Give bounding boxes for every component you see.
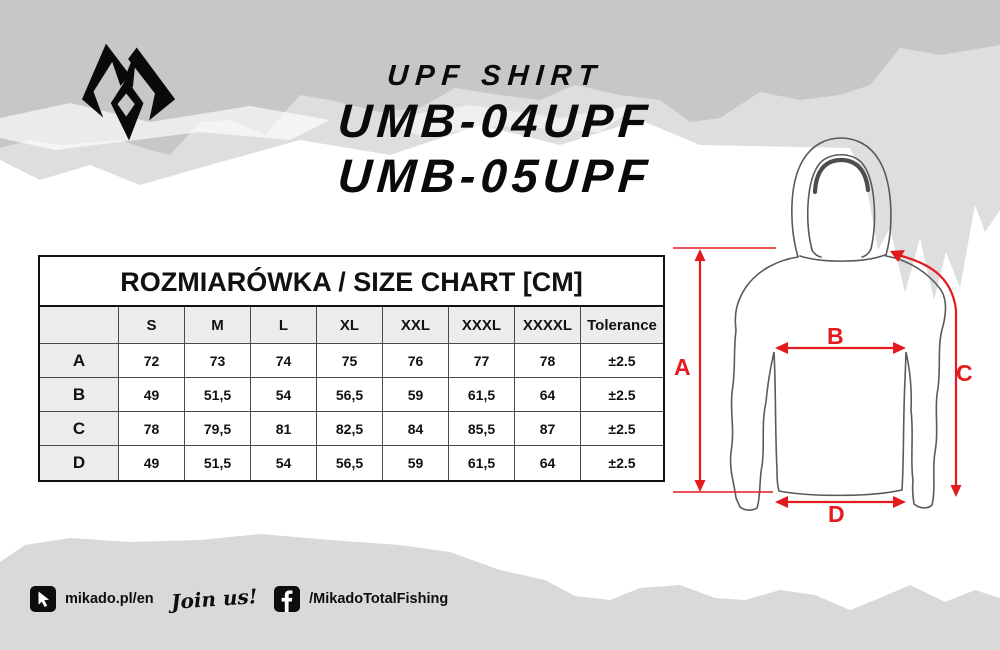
value-a-xxl: 76 xyxy=(383,344,449,378)
value-d-xxxxl: 64 xyxy=(515,446,581,480)
value-c-xxxxl: 87 xyxy=(515,412,581,446)
size-chart xyxy=(38,255,665,482)
value-c-s: 78 xyxy=(119,412,185,446)
value-c-xxl: 84 xyxy=(383,412,449,446)
column-header-m: M xyxy=(185,307,251,344)
row-label-c: C xyxy=(40,412,119,446)
value-a-l: 74 xyxy=(251,344,317,378)
value-c-xl: 82,5 xyxy=(317,412,383,446)
value-b-s: 49 xyxy=(119,378,185,412)
value-c-l: 81 xyxy=(251,412,317,446)
value-d-xxxl: 61,5 xyxy=(449,446,515,480)
column-header-empty xyxy=(40,307,119,344)
value-a-m: 73 xyxy=(185,344,251,378)
cursor-icon xyxy=(30,586,56,612)
value-d-xxl: 59 xyxy=(383,446,449,480)
mikado-logo xyxy=(82,42,178,146)
value-a-xl: 75 xyxy=(317,344,383,378)
row-label-b: B xyxy=(40,378,119,412)
column-header-s: S xyxy=(119,307,185,344)
row-label-d: D xyxy=(40,446,119,480)
value-b-xl: 56,5 xyxy=(317,378,383,412)
column-header-xxxxl: XXXXL xyxy=(515,307,581,344)
value-b-tolerance: ±2.5 xyxy=(581,378,663,412)
value-b-m: 51,5 xyxy=(185,378,251,412)
value-d-s: 49 xyxy=(119,446,185,480)
value-d-tolerance: ±2.5 xyxy=(581,446,663,480)
value-c-tolerance: ±2.5 xyxy=(581,412,663,446)
column-header-tolerance: Tolerance xyxy=(581,307,663,344)
facebook-icon xyxy=(274,586,300,612)
value-c-xxxl: 85,5 xyxy=(449,412,515,446)
value-d-l: 54 xyxy=(251,446,317,480)
measure-label-d: D xyxy=(828,501,845,527)
value-b-l: 54 xyxy=(251,378,317,412)
model-name-2: UMB-05UPF xyxy=(336,149,654,202)
size-chart-grid xyxy=(40,307,663,480)
header-titles xyxy=(215,60,775,203)
measure-label-c: C xyxy=(956,360,973,386)
value-a-s: 72 xyxy=(119,344,185,378)
value-d-m: 51,5 xyxy=(185,446,251,480)
join-us-script: Join us! xyxy=(169,584,258,614)
measure-label-b: B xyxy=(827,323,844,349)
measure-label-a: A xyxy=(674,354,691,380)
value-a-tolerance: ±2.5 xyxy=(581,344,663,378)
value-a-xxxxl: 78 xyxy=(515,344,581,378)
facebook-handle: /MikadoTotalFishing xyxy=(309,591,449,607)
size-chart-title: ROZMIARÓWKA / SIZE CHART [CM] xyxy=(40,257,663,307)
column-header-xl: XL xyxy=(317,307,383,344)
value-c-m: 79,5 xyxy=(185,412,251,446)
value-b-xxl: 59 xyxy=(383,378,449,412)
value-a-xxxl: 77 xyxy=(449,344,515,378)
model-name-1: UMB-04UPF xyxy=(336,94,654,147)
value-d-xl: 56,5 xyxy=(317,446,383,480)
footer xyxy=(30,584,448,614)
column-header-xxl: XXL xyxy=(383,307,449,344)
column-header-xxxl: XXXL xyxy=(449,307,515,344)
product-line-title: UPF SHIRT xyxy=(386,60,604,92)
website-url: mikado.pl/en xyxy=(65,591,154,607)
value-b-xxxxl: 64 xyxy=(515,378,581,412)
row-label-a: A xyxy=(40,344,119,378)
column-header-l: L xyxy=(251,307,317,344)
value-b-xxxl: 61,5 xyxy=(449,378,515,412)
